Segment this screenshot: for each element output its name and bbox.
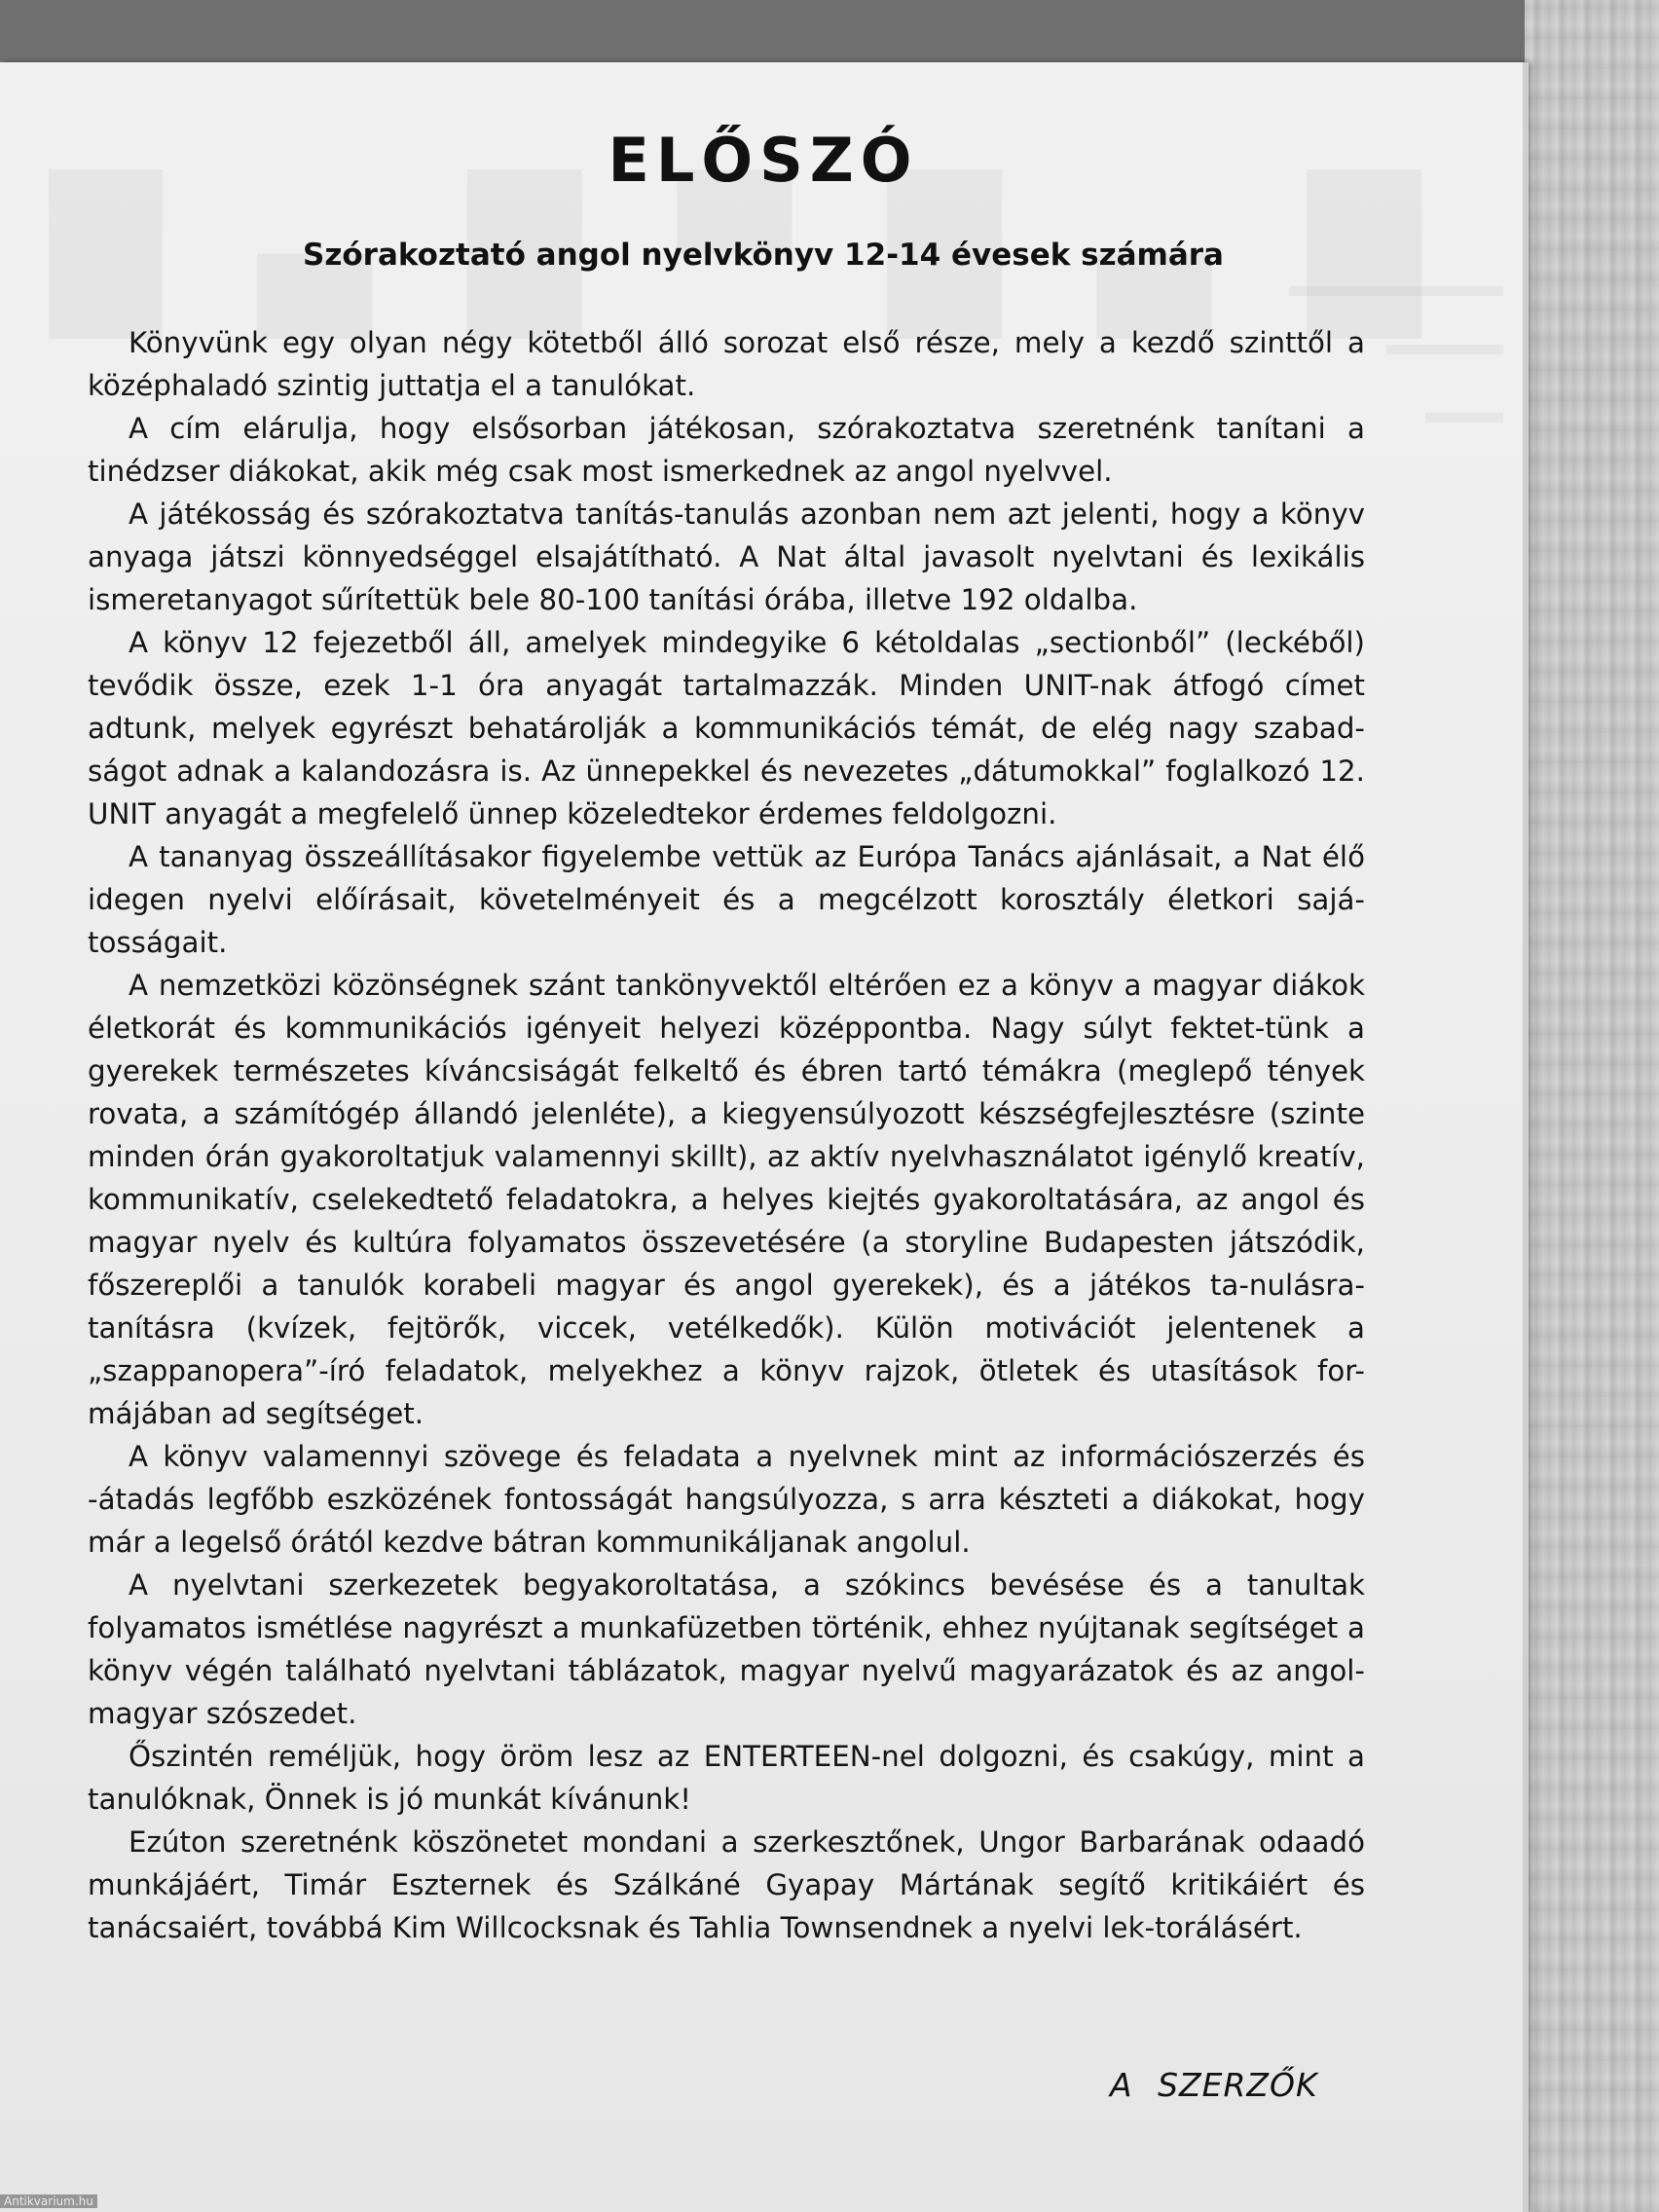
paragraph: Őszintén reméljük, hogy öröm lesz az ENTERTEEN-nel dolgozni, és csakúgy, mint a tanulóknak, Önnek is jó munkát kívánunk!: [88, 1740, 1365, 1816]
paragraph: A tananyag összeállításakor figyelembe vettük az Európa Tanács ajánlásait, a Nat élő idegen nyelvi előírásait, követelményeit és a megcélzott korosztály életkori sajá-tosságait.: [88, 840, 1365, 959]
page-subtitle: Szórakoztató angol nyelvkönyv 12-14 évesek számára: [303, 238, 1224, 273]
page-title: ELŐSZÓ: [608, 125, 919, 196]
paragraph: A játékosság és szórakoztatva tanítás-tanulás azonban nem azt jelenti, hogy a könyv anyaga játszi könnyedséggel elsajátítható. A Nat által javasolt nyelvtani és lexikális ismeretanyagot sűrítettük bele 80-100 tanítási órába, illetve 192 oldalba.: [88, 498, 1365, 616]
page-edge: [1523, 62, 1529, 2212]
preface-body: [88, 321, 1365, 1949]
wood-grain-texture: [1525, 0, 1659, 2212]
show-through-line: [1386, 345, 1503, 354]
paragraph: Könyvünk egy olyan négy kötetből álló sorozat első része, mely a kezdő szinttől a középhaladó szintig juttatja el a tanulókat.: [88, 326, 1365, 402]
show-through-line: [1289, 286, 1503, 296]
signature: A SZERZŐK: [1110, 2066, 1318, 2104]
paragraph: A cím elárulja, hogy elsősorban játékosan, szórakoztatva szeretnénk tanítani a tinédzser diákokat, akik még csak most ismerkednek az angol nyelvvel.: [88, 412, 1365, 488]
paragraph: Ezúton szeretnénk köszönetet mondani a szerkesztőnek, Ungor Barbarának odaadó munkájáért, Timár Eszternek és Szálkáné Gyapay Mártának segítő kritikáiért és tanácsaiért, továbbá Kim Willcocksnak és Tahlia Townsendnek a nyelvi lek-torálásért.: [88, 1825, 1365, 1944]
paragraph: A nemzetközi közönségnek szánt tankönyvektől eltérően ez a könyv a magyar diákok életkorát és kommunikációs igényeit helyezi középpontba. Nagy súlyt fektet-tünk a gyerekek természetes kíváncsiságát felkeltő és ébren tartó témákra (meglepő tények rovata, a számítógép állandó jelenléte), a kiegyensúlyozott készségfejlesztésre (szinte minden órán gyakoroltatjuk valamennyi skillt), az aktív nyelvhasználatot igénylő kreatív, kommunikatív, cselekedtető feladatokra, a helyes kiejtés gyakoroltatására, az angol és magyar nyelv és kultúra folyamatos összevetésére (a storyline Budapesten játszódik, főszereplői a tanulók korabeli magyar és angol gyerekek), és a játékos ta-nulásra-tanításra (kvízek, fejtörők, viccek, vetélkedők). Külön motivációt jelentenek a „szappanopera”-író feladatok, melyekhez a könyv rajzok, ötletek és utasítások for-májában ad segítséget.: [88, 969, 1365, 1430]
paragraph: A nyelvtani szerkezetek begyakoroltatása, a szókincs bevésése és a tanultak folyamatos ismétlése nagyrészt a munkafüzetben történik, ehhez nyújtanak segítséget a könyv végén található nyelvtani táblázatok, magyar nyelvű magyarázatok és az angol-magyar szószedet.: [88, 1568, 1365, 1730]
watermark-credit: Antikvarium.hu: [0, 2194, 97, 2208]
paragraph: A könyv valamennyi szövege és feladata a nyelvnek mint az információszerzés és -átadás legfőbb eszközének fontosságát hangsúlyozza, s arra készteti a diákokat, hogy már a legelső órától kezdve bátran kommunikáljanak angolul.: [88, 1440, 1365, 1559]
paragraph: A könyv 12 fejezetből áll, amelyek mindegyike 6 kétoldalas „sectionből” (leckéből) tevődik össze, ezek 1-1 óra anyagát tartalmazzák. Minden UNIT-nak átfogó címet adtunk, melyek egyrészt behatárolják a kommunikációs témát, de elég nagy szabad-ságot adnak a kalandozásra is. Az ünnepekkel és nevezetes „dátumokkal” foglalkozó 12. UNIT anyagát a megfelelő ünnep közeledtekor érdemes feldolgozni.: [88, 626, 1365, 830]
show-through-line: [1425, 413, 1503, 423]
